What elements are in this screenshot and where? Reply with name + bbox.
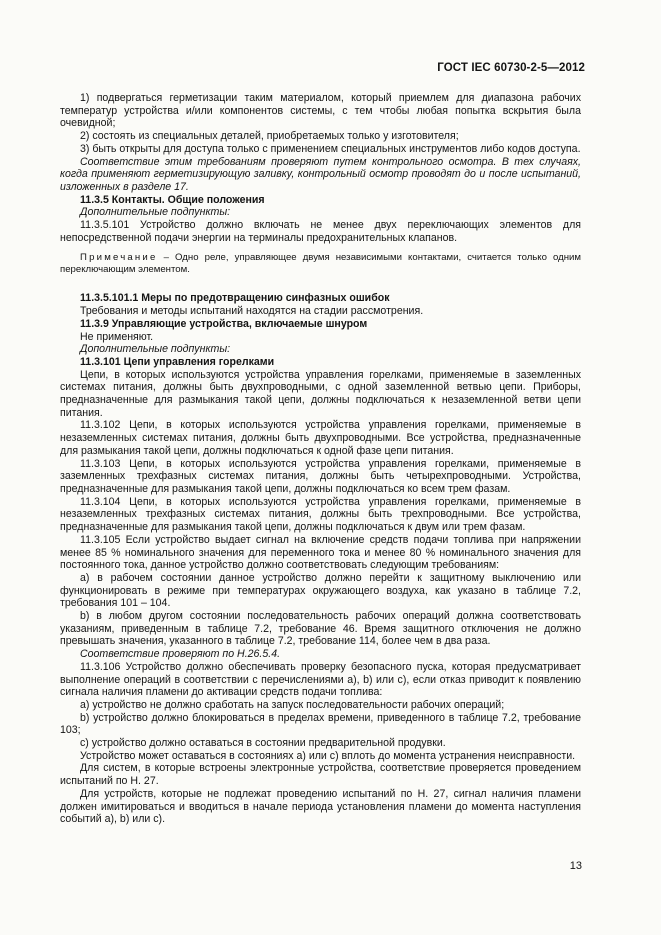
document-header: ГОСТ IEC 60730-2-5—2012 xyxy=(437,62,585,74)
paragraph: Для систем, в которые встроены электронные устройства, соответствие проверяется проведением испытаний по Н. 27. xyxy=(60,762,581,788)
subheading: Дополнительные подпункты: xyxy=(80,206,231,219)
paragraph: 11.3.104 Цепи, в которых используются устройства управления горелками, применяемые в незаземленных трехфазных системах питания, должны быть трехпроводными. Все устройства, предназначенные для размыкания такой цепи, должны подключаться к двум или трем фазам. xyxy=(60,495,581,534)
paragraph: Цепи, в которых используются устройства управления горелками, применяемые в заземленных системах питания, должны быть двухпроводными, с одной заземленной ветвью цепи. Приборы, предназначенные для размыкания такой цепи, должны подключаться к незаземленной ветви цепи питания. xyxy=(60,368,581,419)
paragraph: 11.3.105 Если устройство выдает сигнал на включение средств подачи топлива при напряжении менее 85 % номинального значения для переменного тока и менее 80 % номинального значения для постоянного тока, данное устройство должно соответствовать следующим требованиям: xyxy=(60,533,581,572)
note xyxy=(60,252,581,276)
subheading: Дополнительные подпункты: xyxy=(80,343,231,356)
page-number: 13 xyxy=(569,860,582,872)
note-text: – Одно реле, управляющее двумя независимыми контактами, считается только одним переключающим элементом. xyxy=(60,252,581,276)
note-label: Примечание xyxy=(80,252,158,264)
section-heading: 11.3.101 Цепи управления горелками xyxy=(80,355,275,368)
paragraph: 11.3.102 Цепи, в которых используются устройства управления горелками, применяемые в незаземленных системах питания, должны быть двухпроводными. Все устройства, предназначенные для размыкания такой цепи, должны подключаться к одной фазе цепи питания. xyxy=(60,419,581,457)
list-item: а) в рабочем состоянии данное устройство должно перейти к защитному выключению или функционировать в режиме при температурах окружающего воздуха, как указано в таблице 7.2, требования 101 – 104. xyxy=(60,571,581,610)
list-item: а) устройство не должно сработать на запуск последовательности рабочих операций; xyxy=(80,698,505,711)
section-heading: 11.3.5 Контакты. Общие положения xyxy=(80,193,265,206)
paragraph: 11.3.103 Цепи, в которых используются устройства управления горелками, применяемые в заземленных трехфазных системах питания, должны быть четырехпроводными. Устройства, предназначенные для размыкания такой цепи, должны подключаться ко всем трем фазам. xyxy=(60,457,581,495)
document-body xyxy=(60,92,581,826)
list-item: 1) подвергаться герметизации таким материалом, который приемлем для диапазона рабочих температур устройства и/или компонентов системы, с тем чтобы любая попытка вскрытия была очевидной; xyxy=(60,92,581,130)
compliance-text: Соответствие проверяют по Н.26.5.4. xyxy=(80,648,281,661)
section-heading: 11.3.9 Управляющие устройства, включаемые шнуром xyxy=(80,317,368,330)
compliance-text: Соответствие этим требованиям проверяют путем контрольного осмотра. В тех случаях, когда применяют герметизирующую заливку, контрольный осмотр проводят до и после испытаний, изложенных в разделе 17. xyxy=(60,155,581,193)
paragraph: Устройство может оставаться в состояниях а) или с) вплоть до момента устранения неисправности. xyxy=(80,749,576,762)
paragraph: 11.3.106 Устройство должно обеспечивать проверку безопасного пуска, которая предусматривает выполнение операций в соответствии с перечислениями а), b) или с), если отказ приводит к появлению сигнала наличия пламени до активации средств подачи топлива: xyxy=(60,660,581,699)
list-item: b) устройство должно блокироваться в пределах времени, приведенного в таблице 7.2, требование 103; xyxy=(60,711,581,737)
list-item: 3) быть открыты для доступа только с применением специальных инструментов либо кодов доступа. xyxy=(80,142,581,155)
paragraph: Не применяют. xyxy=(80,330,154,343)
list-item: b) в любом другом состоянии последовательность рабочих операций должна соответствовать указаниям, приведенным в таблице 7.2, требование 46. Время защитного отключения не должно превышать значения, указанного в таблице 7.2, требование 114, более чем в два раза. xyxy=(60,610,581,648)
list-item: 2) состоять из специальных деталей, приобретаемых только у изготовителя; xyxy=(80,130,459,143)
list-item: с) устройство должно оставаться в состоянии предварительной продувки. xyxy=(80,737,446,750)
paragraph: Для устройств, которые не подлежат проведению испытаний по Н. 27, сигнал наличия пламени должен имитироваться и вводиться в начале периода установления пламени до момента наступления событий а), b) или с). xyxy=(60,787,581,826)
paragraph: Требования и методы испытаний находятся на стадии рассмотрения. xyxy=(80,305,424,318)
section-heading: 11.3.5.101.1 Меры по предотвращению синфазных ошибок xyxy=(80,292,390,305)
paragraph: 11.3.5.101 Устройство должно включать не менее двух переключающих элементов для непосредственной подачи энергии на терминалы предохранительных клапанов. xyxy=(60,219,581,244)
